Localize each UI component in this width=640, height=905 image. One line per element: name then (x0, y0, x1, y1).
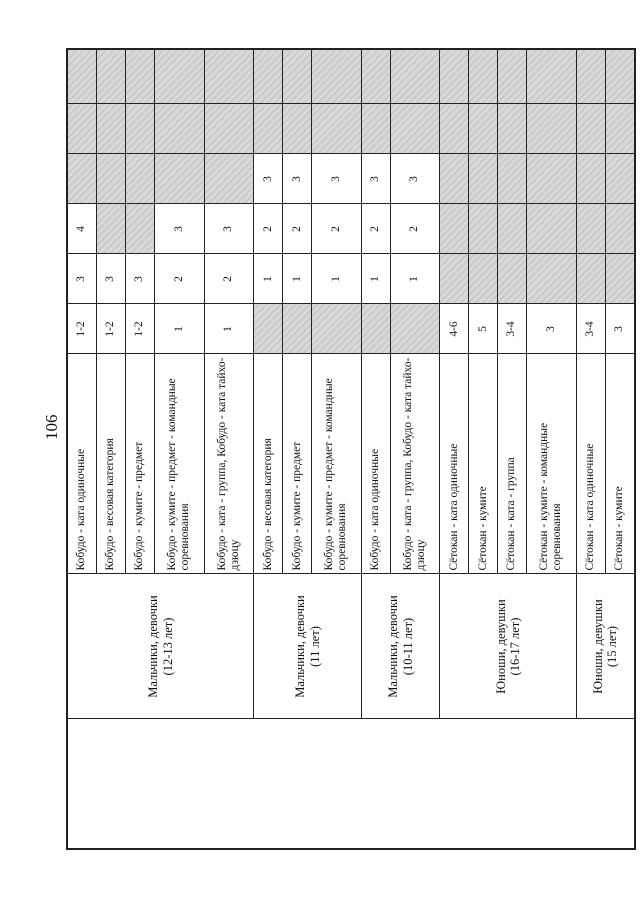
rank-cell (254, 104, 283, 154)
rank-cell (361, 104, 390, 154)
rank-cell (204, 49, 254, 104)
rank-cell (527, 49, 577, 104)
rank-cell: 2 (361, 204, 390, 254)
rank-cell: 1-2 (67, 304, 97, 354)
event-name: Сётокан - ката - группа (498, 354, 527, 574)
rank-cell (154, 154, 204, 204)
rank-cell (312, 49, 362, 104)
rank-cell (440, 204, 469, 254)
rank-cell: 4 (67, 204, 97, 254)
event-name: Кобудо - кумите - предмет (283, 354, 312, 574)
rank-cell (440, 49, 469, 104)
rank-cell (67, 49, 97, 104)
rank-cell (440, 154, 469, 204)
rank-cell: 3 (254, 154, 283, 204)
rank-cell: 3 (312, 154, 362, 204)
rank-cell (67, 154, 97, 204)
group-label: Юноши, девушки (16-17 лет) (440, 574, 576, 719)
rank-cell (576, 104, 605, 154)
rank-cell (125, 49, 154, 104)
rank-cell (576, 254, 605, 304)
rank-cell (440, 254, 469, 304)
rank-cell (254, 49, 283, 104)
rank-cell (440, 104, 469, 154)
event-name: Кобудо - кумите - предмет - командные соревнования (312, 354, 362, 574)
rank-cell (125, 154, 154, 204)
event-name: Сётокан - кумите (469, 354, 498, 574)
rank-cell (527, 254, 577, 304)
rank-cell: 2 (390, 204, 440, 254)
rank-cell (97, 49, 126, 104)
rank-cell (154, 104, 204, 154)
group-label: Мальчики, девочки (11 лет) (254, 574, 361, 719)
rank-cell: 1 (283, 254, 312, 304)
rank-cell: 3-4 (498, 304, 527, 354)
rank-cell (605, 104, 635, 154)
rank-cell: 2 (204, 254, 254, 304)
rank-cell (605, 254, 635, 304)
rank-cell: 3 (605, 304, 635, 354)
event-name: Кобудо - кумите - предмет (125, 354, 154, 574)
rank-cell: 3 (67, 254, 97, 304)
rank-cell (390, 104, 440, 154)
rank-cell: 1 (390, 254, 440, 304)
rank-cell: 1 (361, 254, 390, 304)
rank-cell (97, 154, 126, 204)
rank-cell (498, 204, 527, 254)
rank-cell (390, 49, 440, 104)
rank-cell (204, 154, 254, 204)
rank-cell (576, 154, 605, 204)
rank-cell: 1 (204, 304, 254, 354)
rank-cell (312, 104, 362, 154)
rank-cell (154, 49, 204, 104)
group-label: Мальчики, девочки (10-11 лет) (361, 574, 440, 719)
rank-cell: 3 (361, 154, 390, 204)
rank-cell: 3 (527, 304, 577, 354)
rank-cell: 3 (204, 204, 254, 254)
rank-cell (390, 304, 440, 354)
rank-cell: 5 (469, 304, 498, 354)
event-name: Кобудо - кумите - предмет - командные соревнования (154, 354, 204, 574)
rank-cell (97, 204, 126, 254)
event-name: Кобудо - весовая категория (97, 354, 126, 574)
rank-cell: 2 (154, 254, 204, 304)
event-name: Сётокан - ката одиночные (576, 354, 605, 574)
rank-cell: 2 (254, 204, 283, 254)
event-name: Кобудо - ката - группа, Кобудо - ката тайхо-дзюцу (204, 354, 254, 574)
table-row (67, 49, 97, 849)
event-name: Сётокан - ката одиночные (440, 354, 469, 574)
group-label: Мальчики, девочки (12-13 лет) (67, 574, 254, 719)
rank-cell (527, 204, 577, 254)
rank-cell (67, 104, 97, 154)
rank-cell (527, 104, 577, 154)
rank-cell (469, 254, 498, 304)
rank-cell: 3 (125, 254, 154, 304)
rank-cell (254, 304, 283, 354)
rank-cell (605, 154, 635, 204)
rank-cell (283, 49, 312, 104)
rank-cell (469, 104, 498, 154)
rank-cell (576, 204, 605, 254)
rank-cell (498, 154, 527, 204)
rank-cell (527, 154, 577, 204)
rank-cell: 3 (390, 154, 440, 204)
group-label: Юноши, девушки (15 лет) (576, 574, 635, 719)
rank-cell (498, 49, 527, 104)
rank-cell: 3-4 (576, 304, 605, 354)
rank-cell: 2 (283, 204, 312, 254)
rank-cell: 4-6 (440, 304, 469, 354)
rank-cell (469, 49, 498, 104)
rank-cell (498, 254, 527, 304)
rank-cell: 3 (97, 254, 126, 304)
rank-cell: 1 (312, 254, 362, 304)
rank-cell: 3 (283, 154, 312, 204)
event-name: Сётокан - кумите (605, 354, 635, 574)
rank-cell: 1 (154, 304, 204, 354)
rank-cell (97, 104, 126, 154)
requirements-table (66, 48, 636, 850)
rank-cell (361, 49, 390, 104)
rank-cell (312, 304, 362, 354)
event-name: Кобудо - ката одиночные (361, 354, 390, 574)
rank-cell (469, 204, 498, 254)
rank-cell: 1-2 (97, 304, 126, 354)
rank-cell (361, 304, 390, 354)
rank-cell (469, 154, 498, 204)
rank-cell: 2 (312, 204, 362, 254)
rank-cell (283, 304, 312, 354)
event-name: Кобудо - ката - группа, Кобудо - ката тайхо-дзюцу (390, 354, 440, 574)
rank-cell (605, 49, 635, 104)
rotated-table-container (66, 50, 636, 850)
rank-cell: 1 (254, 254, 283, 304)
rank-cell (605, 204, 635, 254)
rank-cell (576, 49, 605, 104)
rank-cell (204, 104, 254, 154)
rank-cell (125, 104, 154, 154)
rank-cell (498, 104, 527, 154)
event-name: Кобудо - весовая категория (254, 354, 283, 574)
rank-cell: 3 (154, 204, 204, 254)
event-name: Сётокан - кумите - командные соревнования (527, 354, 577, 574)
margin-column (67, 719, 635, 849)
rank-cell (125, 204, 154, 254)
rank-cell (283, 104, 312, 154)
rank-cell: 1-2 (125, 304, 154, 354)
event-name: Кобудо - ката одиночные (67, 354, 97, 574)
page-number: 106 (42, 414, 61, 440)
